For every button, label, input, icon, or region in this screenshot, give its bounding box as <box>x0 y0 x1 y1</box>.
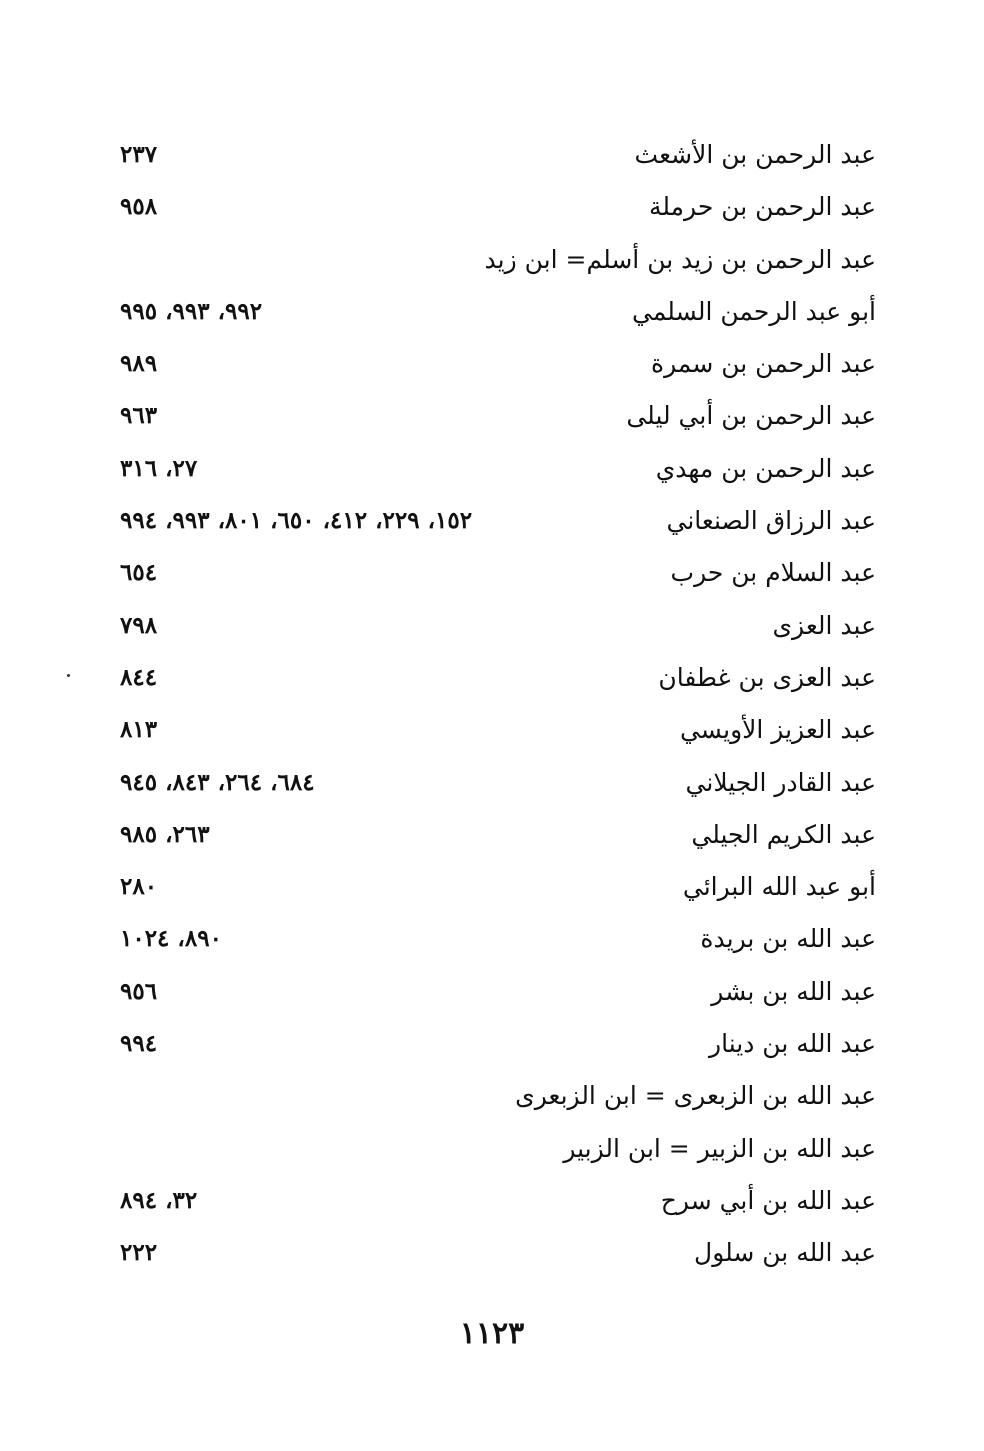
index-entry <box>120 864 876 916</box>
entry-pages: ٦٥٤ <box>120 559 158 587</box>
entry-name: عبد الرحمن بن الأشعث <box>634 140 876 169</box>
index-entry <box>120 184 876 236</box>
index-entry <box>120 1178 876 1230</box>
entry-pages: ٩٩٤ <box>120 1030 158 1058</box>
index-entry <box>120 1126 876 1178</box>
index-entry <box>120 655 876 707</box>
entry-name: عبد الله بن بريدة <box>700 924 876 954</box>
entry-pages: ٢٢٢ <box>120 1239 158 1267</box>
entry-name: عبد الله بن الزبير = ابن الزبير <box>563 1133 876 1163</box>
entry-pages: ٩٨٩ <box>120 350 158 378</box>
entry-name: عبد الرحمن بن أبي ليلى <box>626 401 876 431</box>
index-entry <box>120 969 876 1021</box>
entry-name: عبد الله بن الزبعرى = ابن الزبعرى <box>515 1081 876 1111</box>
entry-pages: ٨٤٤ <box>120 663 158 691</box>
entry-pages: ٢٦٣، ٩٨٥ <box>120 820 210 848</box>
entry-name: عبد العزى <box>772 610 876 640</box>
entry-pages: ٢٧، ٣١٦ <box>120 454 198 482</box>
entry-pages: ١٥٢، ٢٢٩، ٤١٢، ٦٥٠، ٨٠١، ٩٩٣، ٩٩٤ <box>120 507 473 535</box>
entry-name: عبد الله بن سلول <box>694 1238 876 1268</box>
index-entry <box>120 760 876 812</box>
entry-name: أبو عبد الرحمن السلمي <box>632 296 876 326</box>
entry-pages: ٣٢، ٨٩٤ <box>120 1186 198 1214</box>
entry-name: عبد الكريم الجيلي <box>691 819 876 849</box>
entry-pages: ٢٣٧ <box>120 141 158 168</box>
entry-name: عبد الرحمن بن حرملة <box>648 192 876 222</box>
entry-pages: ٩٩٢، ٩٩٣، ٩٩٥ <box>120 297 263 325</box>
index-entry <box>120 1073 876 1125</box>
entry-pages: ٨١٣ <box>120 716 158 744</box>
index-entry <box>120 1021 876 1073</box>
entry-pages: ٢٨٠ <box>120 873 158 901</box>
entry-pages: ٦٨٤، ٢٦٤، ٨٤٣، ٩٤٥ <box>120 768 315 796</box>
index-entry <box>120 498 876 550</box>
page-number: ١١٢٣ <box>459 1316 525 1351</box>
entry-name: عبد الرحمن بن مهدي <box>655 453 876 483</box>
entry-pages: ٨٩٠، ١٠٢٤ <box>120 925 222 953</box>
entry-pages: ٩٦٣ <box>120 402 158 430</box>
index-entry <box>120 393 876 445</box>
entry-name: عبد العزى بن غطفان <box>658 662 876 692</box>
index-entry <box>120 812 876 864</box>
index-entry <box>120 132 876 184</box>
index-entry <box>120 289 876 341</box>
index-entry <box>120 916 876 968</box>
entry-pages: ٩٥٦ <box>120 977 158 1005</box>
entry-name: عبد القادر الجيلاني <box>685 767 876 797</box>
index-entry <box>120 550 876 602</box>
entry-pages: ٩٥٨ <box>120 193 158 221</box>
entry-name: عبد الرحمن بن زيد بن أسلم= ابن زيد <box>484 244 876 274</box>
index-entry <box>120 446 876 498</box>
entry-name: أبو عبد الله البرائي <box>682 872 876 902</box>
entry-name: عبد العزيز الأويسي <box>679 715 876 745</box>
index-entry <box>120 707 876 759</box>
entry-pages: ٧٩٨ <box>120 611 158 639</box>
index-entry <box>120 603 876 655</box>
index-list <box>120 132 876 1283</box>
entry-name: عبد الله بن دينار <box>709 1029 876 1059</box>
entry-name: عبد الله بن بشر <box>711 976 876 1006</box>
entry-name: عبد السلام بن حرب <box>670 558 876 588</box>
index-entry <box>120 1230 876 1282</box>
index-entry <box>120 341 876 393</box>
entry-name: عبد الرحمن بن سمرة <box>651 349 876 379</box>
entry-name: عبد الرزاق الصنعاني <box>666 506 876 536</box>
stray-dot <box>67 674 70 677</box>
index-entry <box>120 237 876 289</box>
entry-name: عبد الله بن أبي سرح <box>660 1185 876 1215</box>
